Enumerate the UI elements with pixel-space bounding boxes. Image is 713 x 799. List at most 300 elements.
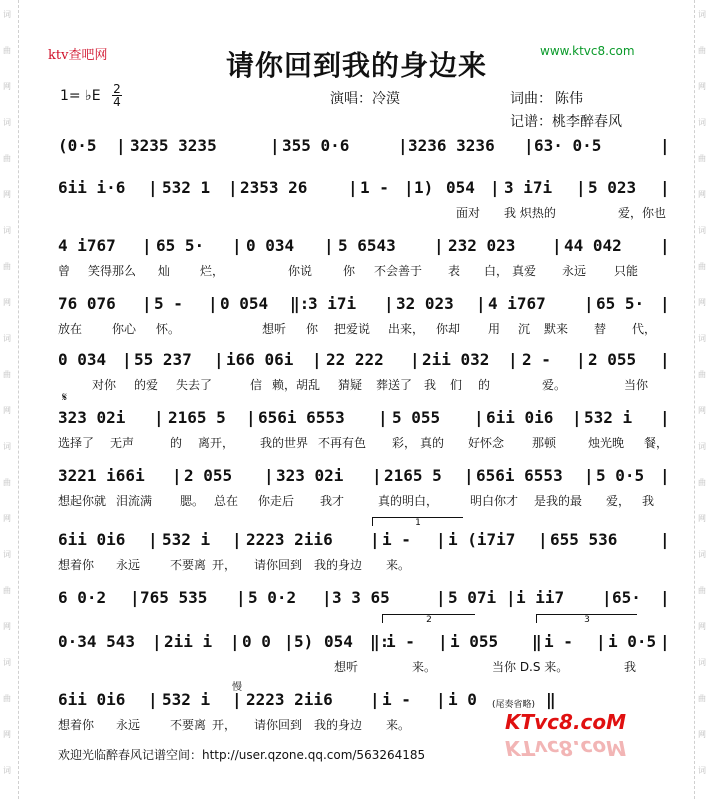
notation-line bbox=[58, 632, 670, 654]
lyric-syllables: 表 bbox=[448, 264, 461, 278]
site-url-label: www.ktvc8.com bbox=[540, 44, 635, 58]
lyric-syllables: 我的身边 bbox=[314, 558, 363, 572]
watermark-glyph: 曲 bbox=[3, 478, 11, 487]
measure-notes: 355 0·6 bbox=[282, 136, 350, 155]
bar-line: | bbox=[434, 236, 444, 255]
bar-line: | bbox=[572, 408, 582, 427]
bar-line: | bbox=[372, 466, 382, 485]
watermark-glyph: 词 bbox=[698, 10, 706, 19]
lyric-syllables: 想听 bbox=[334, 660, 359, 674]
footer-credit: 欢迎光临醉春风记谱空间：http://user.qzone.qq.com/563264185 bbox=[58, 748, 426, 762]
key-signature: 1= ♭E bbox=[60, 88, 101, 104]
site-logo-reflection-text: KTvc8.coM bbox=[505, 736, 627, 760]
lyric-syllables: 永远 bbox=[562, 264, 587, 278]
measure-notes: 0 054 bbox=[220, 294, 269, 313]
bar-line: | bbox=[142, 294, 152, 313]
lyric-syllables: 笑得那么 bbox=[88, 264, 137, 278]
measure-notes: 0·34 543 bbox=[58, 632, 136, 651]
measure-notes: 2ii 032 bbox=[422, 350, 490, 369]
lyric-syllables: 想着你 bbox=[58, 558, 95, 572]
measure-notes: 5 0·2 bbox=[248, 588, 297, 607]
measure-notes: 6ii 0i6 bbox=[58, 690, 126, 709]
volta-3-bracket bbox=[536, 614, 637, 623]
lyric-syllables: 当你 D.S 来。 bbox=[492, 660, 569, 674]
lyric-syllables: 我的身边 bbox=[314, 718, 363, 732]
watermark-glyph: 词 bbox=[3, 550, 11, 559]
time-numerator: 2 bbox=[113, 82, 121, 96]
measure-notes: 6ii 0i6 bbox=[486, 408, 554, 427]
bar-line: ‖ bbox=[532, 632, 542, 651]
lyric-syllables: 爱。 bbox=[542, 378, 567, 392]
site-logo-reflection bbox=[505, 736, 626, 760]
lyric-syllables: 白， bbox=[484, 264, 509, 278]
watermark-glyph: 曲 bbox=[698, 370, 706, 379]
bar-line: | bbox=[438, 632, 448, 651]
bar-line: | bbox=[264, 466, 274, 485]
lyric-syllables: 我 炽热的 bbox=[504, 206, 556, 220]
measure-notes: 2 055 bbox=[588, 350, 637, 369]
measure-notes: 2ii i bbox=[164, 632, 213, 651]
lyric-syllables: 来。 bbox=[386, 718, 411, 732]
lyric-syllables: 当你 bbox=[624, 378, 649, 392]
bar-line: | bbox=[232, 530, 242, 549]
lyric-syllables: 你说 bbox=[288, 264, 313, 278]
measure-notes: 1 - bbox=[360, 178, 389, 197]
lyric-syllables: 曾 bbox=[58, 264, 71, 278]
measure-notes: 323 02i bbox=[276, 466, 344, 485]
lyric-syllables: 离开， bbox=[198, 436, 235, 450]
watermark-glyph: 曲 bbox=[3, 370, 11, 379]
notation-line bbox=[58, 178, 670, 200]
bar-line: | bbox=[576, 178, 586, 197]
watermark-glyph: 词 bbox=[3, 658, 11, 667]
bar-line: | bbox=[142, 236, 152, 255]
measure-notes: 6ii i·6 bbox=[58, 178, 126, 197]
measure-notes: 656i 6553 bbox=[476, 466, 563, 485]
watermark-glyph: 曲 bbox=[698, 154, 706, 163]
bar-line: | bbox=[370, 530, 380, 549]
lyric-syllables: 想着你 bbox=[58, 718, 95, 732]
lyric-syllables: 真的 bbox=[420, 436, 445, 450]
bar-line: | bbox=[602, 588, 612, 607]
lyric-syllables: 我 bbox=[642, 494, 655, 508]
lyric-syllables: 只能 bbox=[614, 264, 639, 278]
lyric-syllables: 失去了 bbox=[176, 378, 213, 392]
lyric-syllables: 用 bbox=[488, 322, 501, 336]
lyric-syllables: 信 bbox=[250, 378, 263, 392]
measure-notes: 1) bbox=[414, 178, 434, 197]
composer-name: 陈伟 bbox=[555, 91, 583, 107]
bar-line: | bbox=[122, 350, 132, 369]
lyric-syllables: 沉 bbox=[518, 322, 531, 336]
notation-line bbox=[58, 466, 670, 488]
volta-2-label: 2 bbox=[426, 615, 432, 625]
bar-line: | bbox=[154, 408, 164, 427]
measure-notes: 232 023 bbox=[448, 236, 516, 255]
lyric-syllables: 默来 bbox=[544, 322, 569, 336]
lyric-syllables: 来。 bbox=[412, 660, 437, 674]
measure-notes: 6 0·2 bbox=[58, 588, 107, 607]
measure-notes: 63· 0·5 bbox=[534, 136, 602, 155]
lyric-syllables: 无声 bbox=[110, 436, 135, 450]
lyric-syllables: 葬送了 bbox=[376, 378, 413, 392]
lyric-syllables: 出来， bbox=[388, 322, 425, 336]
watermark-glyph: 网 bbox=[3, 730, 11, 739]
bar-line: | bbox=[464, 466, 474, 485]
measure-notes: 5 6543 bbox=[338, 236, 396, 255]
measure-notes: 5 - bbox=[154, 294, 183, 313]
bar-line: | bbox=[552, 236, 562, 255]
bar-line: | bbox=[172, 466, 182, 485]
measure-notes: i66 06i bbox=[226, 350, 294, 369]
lyric-syllables: 请你回到 bbox=[254, 718, 303, 732]
notation-line bbox=[58, 294, 670, 316]
measure-notes: 76 076 bbox=[58, 294, 116, 313]
lyric-syllables: 灿 bbox=[158, 264, 171, 278]
bar-line: | bbox=[232, 690, 242, 709]
bar-line: | bbox=[148, 690, 158, 709]
measure-notes: 5 0·5 bbox=[596, 466, 645, 485]
bar-line: | bbox=[524, 136, 534, 155]
watermark-glyph: 词 bbox=[698, 766, 706, 775]
lyric-syllables: 代， bbox=[632, 322, 657, 336]
bar-line: | bbox=[660, 136, 670, 155]
lyric-syllables: 总在 bbox=[214, 494, 239, 508]
lyric-syllables: 想听 bbox=[262, 322, 287, 336]
lyric-syllables: 彩， bbox=[392, 436, 417, 450]
bar-line: | bbox=[506, 588, 516, 607]
lyric-syllables: 对你 bbox=[92, 378, 117, 392]
measure-notes: 2223 2ii6 bbox=[246, 530, 333, 549]
watermark-glyph: 网 bbox=[3, 514, 11, 523]
measure-notes: 0 0 bbox=[242, 632, 271, 651]
measure-notes: i 0 bbox=[448, 690, 477, 709]
measure-notes: 656i 6553 bbox=[258, 408, 345, 427]
bar-line: | bbox=[584, 294, 594, 313]
watermark-glyph: 词 bbox=[698, 442, 706, 451]
lyric-syllables: 你心 bbox=[112, 322, 137, 336]
lyric-syllables: 爱， bbox=[606, 494, 631, 508]
watermark-glyph: 词 bbox=[698, 118, 706, 127]
watermark-glyph: 词 bbox=[698, 658, 706, 667]
measure-notes: 2 - bbox=[522, 350, 551, 369]
bar-line: | bbox=[660, 178, 670, 197]
lyric-syllables: 面对 bbox=[456, 206, 481, 220]
lyric-syllables: 猜疑 bbox=[338, 378, 363, 392]
watermark-glyph: 网 bbox=[698, 406, 706, 415]
measure-notes: 2 055 bbox=[184, 466, 233, 485]
watermark-glyph: 词 bbox=[3, 442, 11, 451]
watermark-glyph: 词 bbox=[3, 118, 11, 127]
lyric-syllables: 的 bbox=[170, 436, 183, 450]
bar-line: | bbox=[576, 350, 586, 369]
bar-line: | bbox=[348, 178, 358, 197]
bar-line: | bbox=[130, 588, 140, 607]
measure-notes: 5 055 bbox=[392, 408, 441, 427]
lyric-syllables: 胡乱 bbox=[296, 378, 321, 392]
bar-line: | bbox=[538, 530, 548, 549]
lyric-syllables: 我才 bbox=[320, 494, 345, 508]
bar-line: | bbox=[232, 236, 242, 255]
watermark-glyph: 网 bbox=[3, 406, 11, 415]
measure-notes: 5) bbox=[294, 632, 314, 651]
measure-notes: 532 i bbox=[162, 690, 211, 709]
bar-line: | bbox=[660, 350, 670, 369]
volta-1-bracket bbox=[372, 517, 463, 526]
bar-line: | bbox=[410, 350, 420, 369]
lyric-syllables: 我 bbox=[424, 378, 437, 392]
measure-notes: 2353 26 bbox=[240, 178, 308, 197]
watermark-glyph: 曲 bbox=[698, 586, 706, 595]
bar-line: | bbox=[230, 632, 240, 651]
measure-notes: 65 5· bbox=[156, 236, 205, 255]
watermark-glyph: 曲 bbox=[698, 46, 706, 55]
measure-notes: 32 023 bbox=[396, 294, 454, 313]
watermark-glyph: 曲 bbox=[698, 478, 706, 487]
measure-notes: i - bbox=[382, 690, 411, 709]
bar-line: | bbox=[660, 408, 670, 427]
lyric-syllables: 腮。 bbox=[180, 494, 205, 508]
measure-notes: 2223 2ii6 bbox=[246, 690, 333, 709]
watermark-glyph: 曲 bbox=[3, 46, 11, 55]
measure-notes: i (i7i7 bbox=[448, 530, 516, 549]
lyric-syllables: 是我的最 bbox=[534, 494, 583, 508]
notation-line bbox=[58, 690, 663, 712]
measure-notes: 3236 3236 bbox=[408, 136, 495, 155]
bar-line: | bbox=[660, 466, 670, 485]
bar-line: | bbox=[436, 588, 446, 607]
bar-line: | bbox=[508, 350, 518, 369]
measure-notes: 65· bbox=[612, 588, 641, 607]
bar-line: | bbox=[660, 588, 670, 607]
lyric-syllables: 餐， bbox=[644, 436, 669, 450]
site-brand-label: ktv查吧网 bbox=[48, 48, 108, 63]
bar-line: | bbox=[384, 294, 394, 313]
bar-line: | bbox=[490, 178, 500, 197]
measure-notes: 65 5· bbox=[596, 294, 645, 313]
watermark-glyph: 曲 bbox=[698, 262, 706, 271]
lyric-syllables: 爱，你也 bbox=[618, 206, 667, 220]
lyric-syllables: 永远 bbox=[116, 558, 141, 572]
lyric-syllables: 的爱 bbox=[134, 378, 159, 392]
watermark-glyph: 网 bbox=[698, 82, 706, 91]
lyric-syllables: 那顿 bbox=[532, 436, 557, 450]
measure-notes: 3235 3235 bbox=[130, 136, 217, 155]
site-logo bbox=[505, 710, 626, 734]
lyric-syllables: 开， bbox=[212, 558, 237, 572]
bar-line: | bbox=[116, 136, 126, 155]
watermark-glyph: 网 bbox=[3, 622, 11, 631]
lyric-syllables: 真的明白， bbox=[378, 494, 439, 508]
measure-notes: 44 042 bbox=[564, 236, 622, 255]
measure-notes: 323 02i bbox=[58, 408, 126, 427]
notation-line bbox=[58, 408, 670, 430]
lyric-syllables: 烂， bbox=[200, 264, 225, 278]
measure-notes: i - bbox=[386, 632, 415, 651]
measure-notes: 765 535 bbox=[140, 588, 208, 607]
bar-line: | bbox=[474, 408, 484, 427]
bar-line: | bbox=[596, 632, 606, 651]
bar-line: | bbox=[660, 530, 670, 549]
bar-line: | bbox=[660, 236, 670, 255]
watermark-glyph: 词 bbox=[698, 226, 706, 235]
lyric-syllables: 你走后 bbox=[258, 494, 295, 508]
measure-notes: i - bbox=[544, 632, 573, 651]
bar-line: | bbox=[436, 690, 446, 709]
watermark-glyph: 曲 bbox=[3, 154, 11, 163]
measure-notes: 054 bbox=[446, 178, 475, 197]
lyric-syllables: 真爱 bbox=[512, 264, 537, 278]
watermark-glyph: 曲 bbox=[3, 586, 11, 595]
lyric-syllables: 不要离 bbox=[170, 558, 207, 572]
measure-notes: 532 i bbox=[162, 530, 211, 549]
bar-line: ‖: bbox=[290, 294, 310, 313]
measure-notes: 3221 i66i bbox=[58, 466, 145, 485]
segno-sign: 𝄋 bbox=[62, 390, 68, 404]
bar-line: | bbox=[398, 136, 408, 155]
lyric-syllables: 们 bbox=[450, 378, 463, 392]
bar-line: | bbox=[476, 294, 486, 313]
watermark-glyph: 网 bbox=[698, 298, 706, 307]
tempo-mark: 慢 bbox=[232, 682, 242, 693]
watermark-glyph: 曲 bbox=[3, 262, 11, 271]
bar-line: | bbox=[208, 294, 218, 313]
measure-notes: 532 1 bbox=[162, 178, 211, 197]
watermark-glyph: 网 bbox=[698, 190, 706, 199]
notation-line bbox=[58, 530, 670, 552]
bar-line: | bbox=[584, 466, 594, 485]
lyric-syllables: 赖， bbox=[272, 378, 297, 392]
lyric-syllables: 泪流满 bbox=[116, 494, 153, 508]
lyric-syllables: 你 bbox=[306, 322, 319, 336]
lyric-syllables: 明白你才 bbox=[470, 494, 519, 508]
measure-notes: 655 536 bbox=[550, 530, 618, 549]
lyric-syllables: 把爱说 bbox=[334, 322, 371, 336]
bar-line: | bbox=[436, 530, 446, 549]
measure-notes: 3 i7i bbox=[308, 294, 357, 313]
watermark-glyph: 词 bbox=[698, 334, 706, 343]
bar-line: | bbox=[284, 632, 294, 651]
watermark-glyph: 网 bbox=[698, 514, 706, 523]
watermark-glyph: 网 bbox=[3, 298, 11, 307]
time-signature bbox=[112, 83, 122, 108]
measure-notes: i 055 bbox=[450, 632, 499, 651]
bar-line: | bbox=[322, 588, 332, 607]
notation-line bbox=[58, 236, 670, 258]
volta-1-label: 1 bbox=[415, 518, 421, 528]
lyric-syllables: 替 bbox=[594, 322, 607, 336]
lyric-syllables: 怀。 bbox=[156, 322, 181, 336]
measure-notes: 5 023 bbox=[588, 178, 637, 197]
lyric-syllables: 你 bbox=[343, 264, 356, 278]
volta-3-label: 3 bbox=[584, 615, 590, 625]
watermark-glyph: 曲 bbox=[698, 694, 706, 703]
notation-line bbox=[58, 136, 670, 158]
measure-notes: 22 222 bbox=[326, 350, 384, 369]
watermark-glyph: 词 bbox=[3, 766, 11, 775]
measure-notes: 4 i767 bbox=[58, 236, 116, 255]
bar-line: | bbox=[660, 294, 670, 313]
bar-line: | bbox=[312, 350, 322, 369]
lyric-syllables: 选择了 bbox=[58, 436, 95, 450]
lyric-syllables: 不要离 bbox=[170, 718, 207, 732]
left-watermark-strip bbox=[0, 0, 19, 799]
lyric-syllables: 好怀念 bbox=[468, 436, 505, 450]
measure-notes: 054 bbox=[324, 632, 353, 651]
measure-notes: 0 034 bbox=[58, 350, 107, 369]
bar-line: | bbox=[378, 408, 388, 427]
measure-notes: (0·5 bbox=[58, 136, 97, 155]
notation-line bbox=[58, 588, 670, 610]
site-logo-text: KTvc8.coM bbox=[505, 710, 627, 734]
lyric-syllables: 想起你就 bbox=[58, 494, 107, 508]
lyric-syllables: 放在 bbox=[58, 322, 83, 336]
watermark-glyph: 词 bbox=[3, 10, 11, 19]
lyric-syllables: 开， bbox=[212, 718, 237, 732]
bar-line: | bbox=[660, 632, 670, 651]
bar-line: | bbox=[246, 408, 256, 427]
bar-line: | bbox=[270, 136, 280, 155]
watermark-glyph: 词 bbox=[698, 550, 706, 559]
lyric-syllables: 你却 bbox=[436, 322, 461, 336]
singer-credit: 演唱：冷漠 bbox=[330, 91, 400, 107]
notation-line bbox=[58, 350, 670, 372]
bar-line: | bbox=[152, 632, 162, 651]
watermark-glyph: 词 bbox=[3, 334, 11, 343]
measure-notes: 2165 5 bbox=[168, 408, 226, 427]
outro-omitted-note: (尾奏省略) bbox=[492, 700, 536, 710]
measure-notes: 6ii 0i6 bbox=[58, 530, 126, 549]
bar-line: | bbox=[148, 178, 158, 197]
lyric-syllables: 的 bbox=[478, 378, 491, 392]
transcriber-credit: 记谱：桃李醉春风 bbox=[510, 114, 622, 130]
lyric-syllables: 不会善于 bbox=[374, 264, 423, 278]
right-watermark-strip bbox=[694, 0, 713, 799]
bar-line: ‖ bbox=[546, 690, 556, 709]
volta-2-bracket bbox=[382, 614, 475, 623]
measure-notes: 55 237 bbox=[134, 350, 192, 369]
time-denominator: 4 bbox=[113, 95, 121, 109]
measure-notes: i 0·5 bbox=[608, 632, 657, 651]
measure-notes: 3 i7i bbox=[504, 178, 553, 197]
measure-notes: 0 034 bbox=[246, 236, 295, 255]
measure-notes: 2165 5 bbox=[384, 466, 442, 485]
watermark-glyph: 网 bbox=[698, 622, 706, 631]
bar-line: | bbox=[404, 178, 414, 197]
watermark-glyph: 网 bbox=[3, 190, 11, 199]
bar-line: | bbox=[148, 530, 158, 549]
bar-line: | bbox=[324, 236, 334, 255]
watermark-glyph: 网 bbox=[3, 82, 11, 91]
bar-line: ‖: bbox=[370, 632, 390, 651]
measure-notes: i - bbox=[382, 530, 411, 549]
lyric-syllables: 请你回到 bbox=[254, 558, 303, 572]
measure-notes: 5 07i bbox=[448, 588, 497, 607]
lyricist-label: 词曲： bbox=[510, 91, 552, 107]
lyric-syllables: 我的世界 bbox=[260, 436, 309, 450]
measure-notes: 4 i767 bbox=[488, 294, 546, 313]
song-title: 请你回到我的身边来 bbox=[225, 49, 487, 82]
lyric-syllables: 不再有色 bbox=[318, 436, 367, 450]
measure-notes: 3 3 65 bbox=[332, 588, 390, 607]
watermark-glyph: 曲 bbox=[3, 694, 11, 703]
bar-line: | bbox=[236, 588, 246, 607]
bar-line: | bbox=[228, 178, 238, 197]
watermark-glyph: 网 bbox=[698, 730, 706, 739]
lyric-syllables: 烛光晚 bbox=[588, 436, 625, 450]
measure-notes: i ii7 bbox=[516, 588, 565, 607]
bar-line: | bbox=[370, 690, 380, 709]
